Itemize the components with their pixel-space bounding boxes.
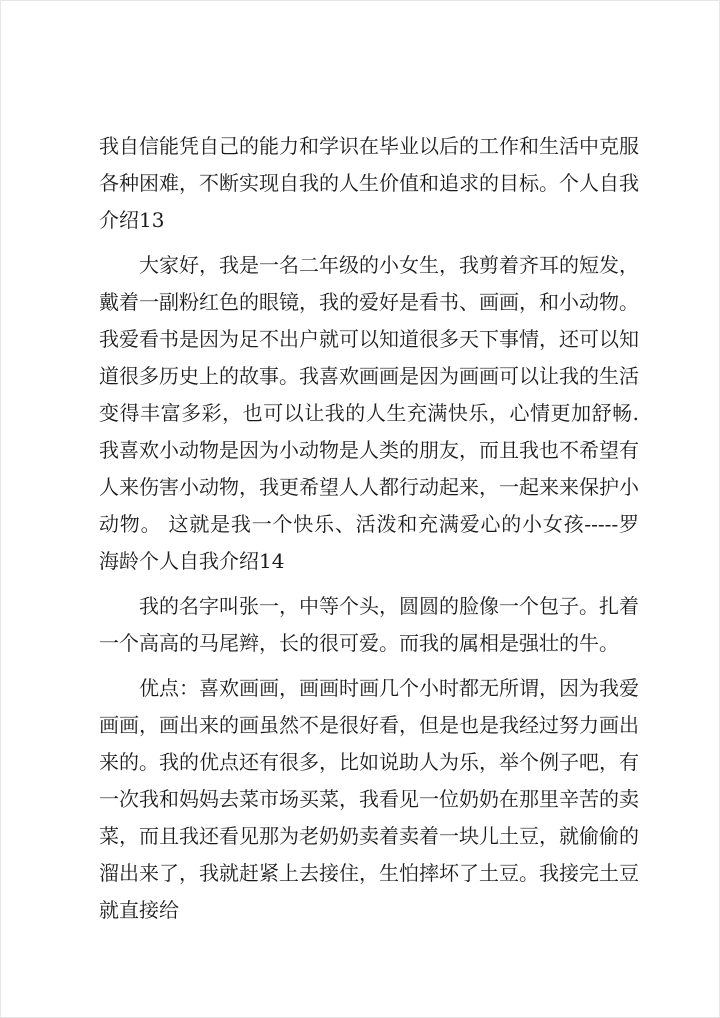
paragraph-2: 大家好，我是一名二年级的小女生，我剪着齐耳的短发，戴着一副粉红色的眼镜，我的爱好是看书、画画，和小动物。我爱看书是因为足不出户就可以知道很多天下事情，还可以知道很多历史上的故事。我喜欢画画是因为画画可以让我的生活变得丰富多彩，也可以让我的人生充满快乐，心情更加舒畅.我喜欢小动物是因为小动物是人类的朋友，而且我也不希望有人来伤害小动物，我更希望人人都行动起来，一起来来保护小动物。 这就是我一个快乐、活泼和充满爱心的小女孩-----罗海龄个人自我介绍14 xyxy=(99,253,639,573)
paragraph-1: 我自信能凭自己的能力和学识在毕业以后的工作和生活中克服各种困难，不断实现自我的人生价值和追求的目标。个人自我介绍13 xyxy=(99,134,639,232)
paragraph-3: 我的名字叫张一，中等个头，圆圆的脸像一个包子。扎着一个高高的马尾辫，长的很可爱。而我的属相是强壮的牛。 xyxy=(99,594,639,655)
paragraph-4: 优点：喜欢画画，画画时画几个小时都无所谓，因为我爱画画，画出来的画虽然不是很好看，但是也是我经过努力画出来的。我的优点还有很多，比如说助人为乐，举个例子吧，有一次我和妈妈去菜市场买菜，我看见一位奶奶在那里辛苦的卖菜，而且我还看见那为老奶奶卖着卖着一块儿土豆，就偷偷的溜出来了，我就赶紧上去接住，生怕摔坏了土豆。我接完土豆就直接给 xyxy=(99,676,639,922)
document-body xyxy=(99,128,639,929)
